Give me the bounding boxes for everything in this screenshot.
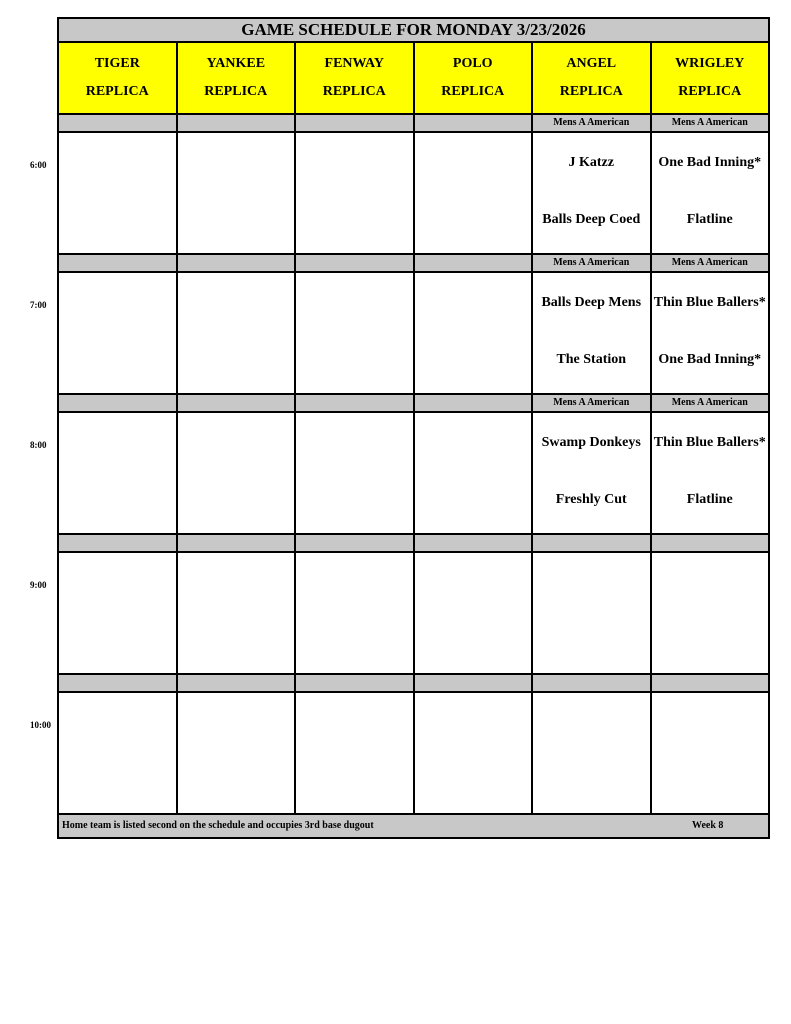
game-cell [533, 413, 652, 535]
game-cell [178, 413, 297, 535]
away-team [652, 425, 769, 459]
game-cell [59, 133, 178, 255]
field-name: YANKEE [206, 56, 266, 71]
away-team-name: Swamp Donkeys [541, 434, 641, 450]
game-cell [652, 553, 771, 675]
league-label: Mens A American [652, 115, 771, 133]
away-team [178, 285, 295, 319]
field-header-yankee [178, 43, 297, 115]
week-label: Week 8 [692, 820, 724, 831]
league-label [59, 675, 178, 693]
games-row [57, 553, 770, 675]
league-label [415, 535, 534, 553]
game-cell [415, 693, 534, 815]
field-header-wrigley [652, 43, 771, 115]
field-header-angel [533, 43, 652, 115]
home-team: Freshly Cut [555, 492, 627, 507]
league-label: Mens A American [652, 255, 771, 273]
field-name: FENWAY [324, 56, 384, 71]
game-cell [178, 553, 297, 675]
field-header-fenway [296, 43, 415, 115]
away-team [652, 705, 769, 739]
league-label [533, 535, 652, 553]
away-team [178, 145, 295, 179]
league-label [59, 395, 178, 413]
game-cell [652, 413, 771, 535]
away-team [533, 145, 650, 179]
league-label: Mens A American [652, 395, 771, 413]
game-cell [178, 693, 297, 815]
game-cell [178, 133, 297, 255]
league-label [415, 255, 534, 273]
away-team [296, 565, 413, 599]
away-team [533, 425, 650, 459]
time-label: 8:00 [30, 440, 47, 450]
game-cell [533, 273, 652, 395]
field-sub: REPLICA [559, 84, 623, 99]
away-team [533, 285, 650, 319]
away-team [296, 425, 413, 459]
field-sub: REPLICA [322, 84, 386, 99]
league-label [178, 535, 297, 553]
time-label: 6:00 [30, 160, 47, 170]
away-team [652, 145, 769, 179]
game-cell [652, 693, 771, 815]
footer-bar [57, 815, 770, 839]
league-label [296, 115, 415, 133]
field-header-row [57, 43, 770, 115]
league-label [59, 255, 178, 273]
away-team [296, 705, 413, 739]
league-label: Mens A American [533, 255, 652, 273]
away-team-name: One Bad Inning* [658, 154, 762, 170]
schedule-sheet [57, 17, 770, 839]
away-team-name: Balls Deep Mens [541, 294, 642, 310]
home-team: Flatline [686, 492, 733, 507]
field-sub: REPLICA [204, 84, 268, 99]
time-label: 7:00 [30, 300, 47, 310]
game-cell [652, 133, 771, 255]
game-cell [533, 133, 652, 255]
home-team: One Bad Inning* [658, 352, 762, 367]
league-label: Mens A American [533, 115, 652, 133]
field-header-polo [415, 43, 534, 115]
league-label [652, 535, 771, 553]
away-team [415, 705, 532, 739]
away-team [652, 565, 769, 599]
league-label [415, 675, 534, 693]
game-cell [296, 133, 415, 255]
away-team [59, 425, 176, 459]
league-label [59, 535, 178, 553]
away-team [415, 285, 532, 319]
time-slot [57, 675, 770, 815]
away-team [533, 705, 650, 739]
game-cell [533, 693, 652, 815]
league-row [57, 395, 770, 413]
games-row [57, 413, 770, 535]
games-row [57, 693, 770, 815]
away-team [178, 705, 295, 739]
away-team [296, 285, 413, 319]
time-label: 9:00 [30, 580, 47, 590]
time-slot [57, 535, 770, 675]
field-name: WRIGLEY [675, 56, 745, 71]
league-label [178, 395, 297, 413]
league-label [178, 115, 297, 133]
game-cell [59, 553, 178, 675]
home-team: Flatline [686, 212, 733, 227]
game-cell [415, 133, 534, 255]
away-team [415, 145, 532, 179]
schedule-title: GAME SCHEDULE FOR MONDAY 3/23/2026 [57, 17, 770, 43]
field-name: ANGEL [566, 56, 617, 71]
league-label [178, 255, 297, 273]
time-slot [57, 395, 770, 535]
away-team [59, 145, 176, 179]
league-row [57, 255, 770, 273]
league-label [652, 675, 771, 693]
league-label [533, 675, 652, 693]
game-cell [59, 693, 178, 815]
games-row [57, 273, 770, 395]
game-cell [59, 273, 178, 395]
time-slot [57, 115, 770, 255]
league-row [57, 115, 770, 133]
league-label: Mens A American [533, 395, 652, 413]
game-cell [178, 273, 297, 395]
away-team [59, 705, 176, 739]
away-team [296, 145, 413, 179]
game-cell [415, 273, 534, 395]
away-team [178, 565, 295, 599]
time-label: 10:00 [30, 720, 51, 730]
league-label [178, 675, 297, 693]
field-sub: REPLICA [441, 84, 505, 99]
league-row [57, 535, 770, 553]
league-row [57, 675, 770, 693]
game-cell [415, 413, 534, 535]
footer-note: Home team is listed second on the schedule and occupies 3rd base dugout [62, 820, 374, 831]
away-team [533, 565, 650, 599]
league-label [296, 395, 415, 413]
away-team [415, 425, 532, 459]
league-label [296, 535, 415, 553]
away-team-name: J Katzz [568, 154, 614, 170]
game-cell [296, 693, 415, 815]
time-slots [57, 115, 770, 815]
away-team-name: Thin Blue Ballers* [653, 294, 766, 310]
league-label [415, 395, 534, 413]
game-cell [533, 553, 652, 675]
field-header-tiger [59, 43, 178, 115]
game-cell [296, 553, 415, 675]
field-name: POLO [452, 56, 493, 71]
league-label [59, 115, 178, 133]
game-cell [296, 273, 415, 395]
game-cell [415, 553, 534, 675]
game-cell [59, 413, 178, 535]
field-sub: REPLICA [85, 84, 149, 99]
away-team [415, 565, 532, 599]
home-team: Balls Deep Coed [542, 212, 641, 227]
game-cell [296, 413, 415, 535]
away-team [59, 285, 176, 319]
league-label [296, 675, 415, 693]
games-row [57, 133, 770, 255]
away-team [178, 425, 295, 459]
away-team [652, 285, 769, 319]
league-label [296, 255, 415, 273]
field-name: TIGER [94, 56, 140, 71]
time-slot [57, 255, 770, 395]
home-team: The Station [556, 352, 627, 367]
away-team [59, 565, 176, 599]
away-team-name: Thin Blue Ballers* [653, 434, 766, 450]
league-label [415, 115, 534, 133]
game-cell [652, 273, 771, 395]
field-sub: REPLICA [678, 84, 742, 99]
